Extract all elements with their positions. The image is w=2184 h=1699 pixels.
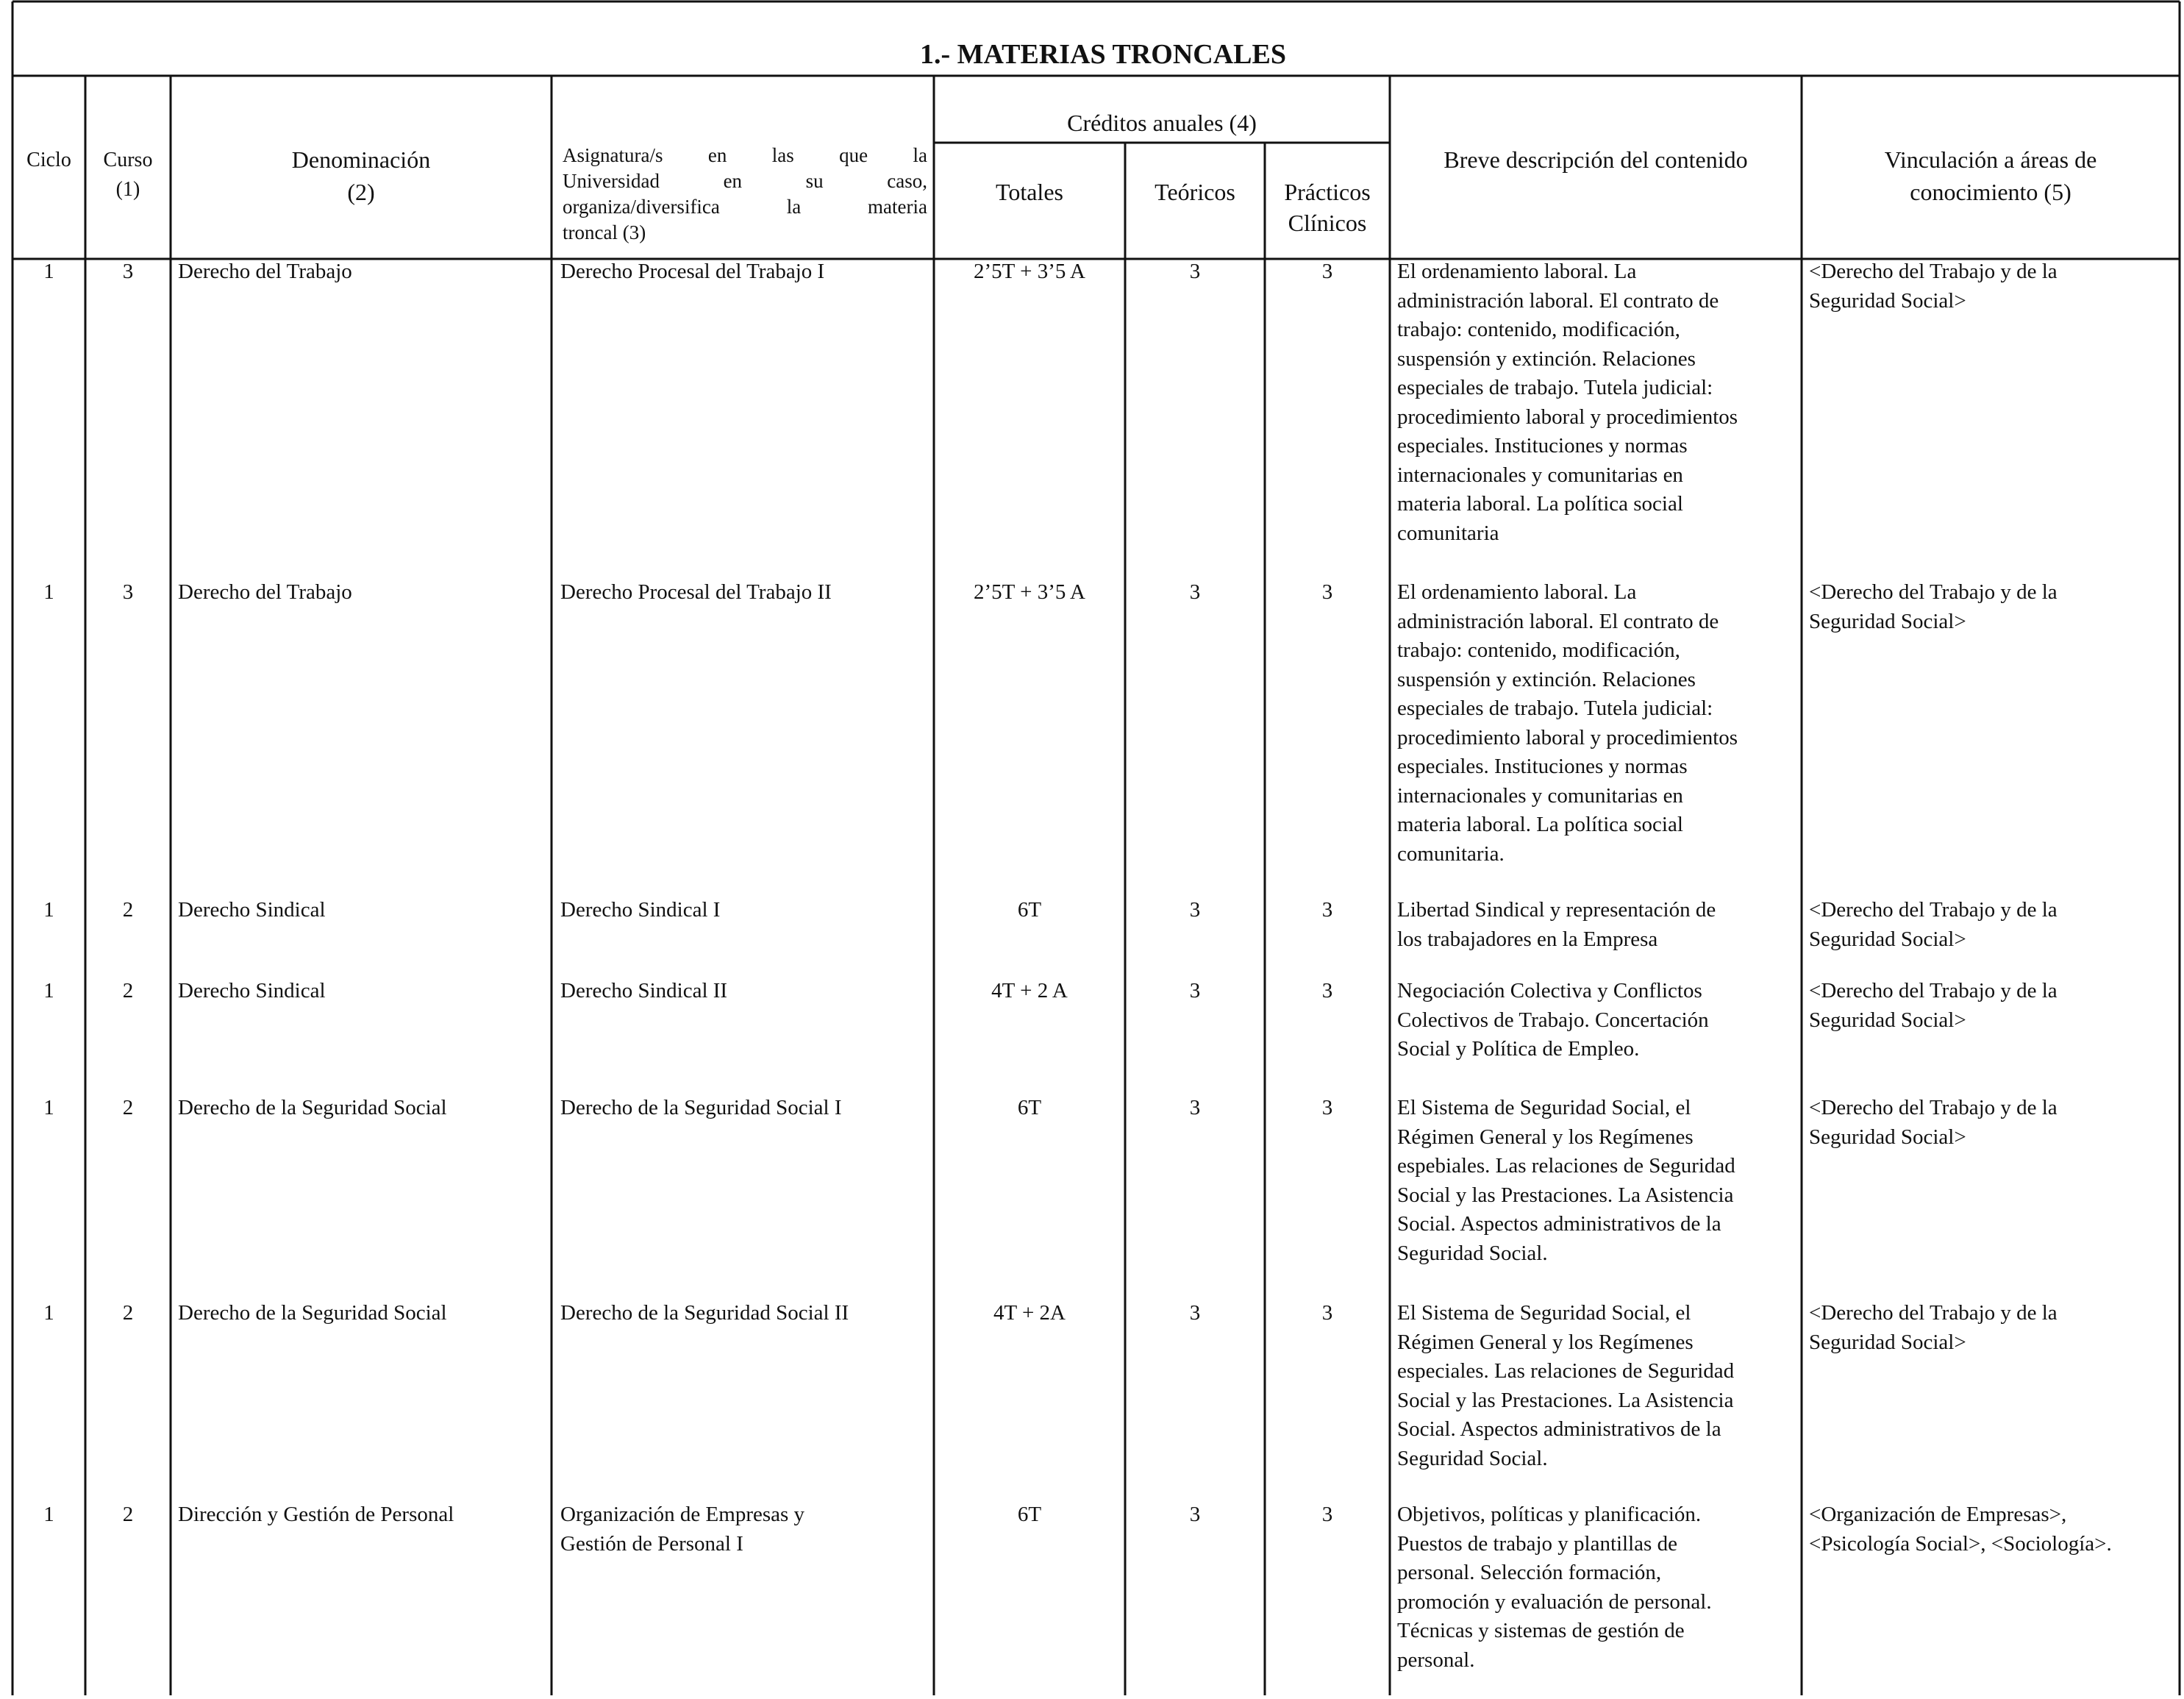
header-denominacion: Denominación [291,146,431,173]
cell-descripcion-line: administración laboral. El contrato de [1397,288,1719,313]
header-teoricos: Teóricos [1155,179,1235,205]
cell-descripcion-line: materia laboral. La política social [1397,813,1683,836]
cell-creditos-practicos: 3 [1321,580,1333,604]
cell-creditos-totales: 2’5T + 3’5 A [974,260,1085,283]
cell-curso: 2 [122,1301,134,1325]
cell-asignatura-line: Organización de Empresas y [560,1503,805,1526]
cell-descripcion-line: especiales de trabajo. Tutela judicial: [1397,376,1713,399]
cell-curso: 2 [122,979,134,1002]
header-totales: Totales [996,179,1063,205]
cell-descripcion-line: El Sistema de Seguridad Social, el [1397,1096,1691,1119]
header-vinculacion-note: conocimiento (5) [1910,179,2071,205]
header-ciclo: Ciclo [26,149,71,171]
cell-descripcion-line: Seguridad Social. [1397,1446,1548,1470]
cell-descripcion-line: Régimen General y los Regímenes [1397,1330,1694,1354]
cell-descripcion-line: Social y Política de Empleo. [1397,1037,1640,1061]
header-creditos-anuales: Créditos anuales (4) [1067,110,1257,136]
cell-creditos-totales: 2’5T + 3’5 A [974,580,1085,604]
cell-ciclo: 1 [43,1503,54,1526]
cell-vinculacion-line: <Derecho del Trabajo y de la [1809,898,2058,922]
cell-creditos-totales: 6T [1017,1503,1042,1526]
cell-descripcion-line: El Sistema de Seguridad Social, el [1397,1301,1691,1325]
cell-denominacion: Derecho de la Seguridad Social [178,1096,447,1119]
cell-descripcion-line: suspensión y extinción. Relaciones [1397,667,1696,691]
cell-creditos-practicos: 3 [1321,1096,1333,1119]
cell-vinculacion-line: Seguridad Social> [1809,609,1966,633]
cell-ciclo: 1 [43,898,54,922]
cell-creditos-practicos: 3 [1321,979,1333,1002]
cell-descripcion-line: trabajo: contenido, modificación, [1397,638,1680,662]
cell-vinculacion-line: <Derecho del Trabajo y de la [1809,979,2058,1002]
cell-creditos-teoricos: 3 [1189,1503,1201,1526]
cell-descripcion-line: trabajo: contenido, modificación, [1397,318,1680,341]
cell-vinculacion-line: Seguridad Social> [1809,288,1966,313]
cell-ciclo: 1 [43,260,54,283]
cell-descripcion-line: especiales. Las relaciones de Seguridad [1397,1359,1735,1383]
cell-creditos-totales: 4T + 2A [993,1301,1066,1325]
cell-creditos-totales: 6T [1017,898,1042,922]
cell-descripcion-line: los trabajadores en la Empresa [1397,927,1658,951]
cell-descripcion-line: suspensión y extinción. Relaciones [1397,346,1696,371]
cell-asignatura-line: Derecho de la Seguridad Social I [560,1096,842,1119]
cell-vinculacion-line: <Derecho del Trabajo y de la [1809,580,2058,604]
cell-vinculacion-line: <Psicología Social>, <Sociología>. [1809,1531,2112,1556]
cell-descripcion-line: internacionales y comunitarias en [1397,783,1683,808]
header-asignatura-line: Asignatura/s en las que la [563,144,927,166]
cell-curso: 3 [122,580,134,604]
cell-asignatura-line: Derecho Procesal del Trabajo I [560,260,825,283]
header-clinicos: Clínicos [1288,210,1367,236]
cell-creditos-teoricos: 3 [1189,1301,1201,1325]
header-asignatura-line: Universidad en su caso, [563,170,927,192]
cell-ciclo: 1 [43,580,54,604]
cell-vinculacion-line: <Organización de Empresas>, [1809,1503,2067,1526]
cell-descripcion-line: procedimiento laboral y procedimientos [1397,405,1738,429]
header-descripcion: Breve descripción del contenido [1443,146,1748,173]
header-asignatura-line: organiza/diversifica la materia [563,196,927,218]
header-curso-note: (1) [115,178,140,201]
cell-descripcion-line: internacionales y comunitarias en [1397,463,1683,487]
cell-asignatura-line: Derecho de la Seguridad Social II [560,1301,849,1325]
cell-denominacion: Derecho Sindical [178,979,326,1002]
cell-descripcion-line: Social. Aspectos administrativos de la [1397,1212,1721,1236]
header-practicos: Prácticos [1284,179,1371,205]
cell-descripcion-line: materia laboral. La política social [1397,492,1683,516]
header-vinculacion: Vinculación a áreas de [1884,146,2097,173]
cell-asignatura-line: Derecho Procesal del Trabajo II [560,580,832,604]
cell-creditos-teoricos: 3 [1189,260,1201,283]
cell-creditos-totales: 4T + 2 A [991,979,1068,1002]
cell-descripcion-line: espebiales. Las relaciones de Seguridad [1397,1154,1735,1178]
cell-descripcion-line: Libertad Sindical y representación de [1397,898,1716,922]
cell-descripcion-line: El ordenamiento laboral. La [1397,260,1637,283]
cell-asignatura-line: Gestión de Personal I [560,1531,743,1556]
cell-descripcion-line: Seguridad Social. [1397,1241,1548,1265]
cell-descripcion-line: especiales. Instituciones y normas [1397,434,1688,457]
cell-descripcion-line: especiales. Instituciones y normas [1397,755,1688,778]
cell-creditos-practicos: 3 [1321,1503,1333,1526]
cell-vinculacion-line: Seguridad Social> [1809,1330,1966,1354]
cell-descripcion-line: Social y las Prestaciones. La Asistencia [1397,1183,1734,1207]
cell-vinculacion-line: Seguridad Social> [1809,1008,1966,1032]
header-denominacion-note: (2) [347,179,375,205]
cell-curso: 3 [122,260,134,283]
header-asignatura [563,143,927,246]
cell-creditos-teoricos: 3 [1189,898,1201,922]
cell-descripcion-line: comunitaria [1397,521,1499,545]
cell-denominacion: Derecho de la Seguridad Social [178,1301,447,1325]
cell-denominacion: Dirección y Gestión de Personal [178,1503,454,1526]
cell-creditos-teoricos: 3 [1189,1096,1201,1119]
cell-creditos-practicos: 3 [1321,898,1333,922]
cell-creditos-practicos: 3 [1321,260,1333,283]
cell-denominacion: Derecho del Trabajo [178,580,352,604]
page-title: 1.- MATERIAS TRONCALES [920,39,1286,70]
cell-curso: 2 [122,898,134,922]
cell-descripcion-line: El ordenamiento laboral. La [1397,580,1637,604]
cell-descripcion-line: personal. Selección formación, [1397,1561,1662,1584]
cell-asignatura-line: Derecho Sindical I [560,898,721,922]
cell-denominacion: Derecho Sindical [178,898,326,922]
cell-vinculacion-line: Seguridad Social> [1809,927,1966,951]
cell-descripcion-line: administración laboral. El contrato de [1397,609,1719,633]
cell-descripcion-line: promoción y evaluación de personal. [1397,1589,1712,1614]
cell-descripcion-line: Puestos de trabajo y plantillas de [1397,1531,1677,1556]
cell-ciclo: 1 [43,1096,54,1119]
cell-creditos-totales: 6T [1017,1096,1042,1119]
cell-vinculacion-line: <Derecho del Trabajo y de la [1809,1096,2058,1119]
cell-curso: 2 [122,1503,134,1526]
cell-curso: 2 [122,1096,134,1119]
cell-descripcion-line: Social. Aspectos administrativos de la [1397,1417,1721,1441]
cell-vinculacion-line: Seguridad Social> [1809,1125,1966,1149]
cell-descripcion-line: personal. [1397,1648,1475,1672]
cell-descripcion-line: Colectivos de Trabajo. Concertación [1397,1008,1709,1032]
cell-descripcion-line: Régimen General y los Regímenes [1397,1125,1694,1149]
cell-creditos-practicos: 3 [1321,1301,1333,1325]
header-asignatura-line: troncal (3) [563,221,646,243]
cell-descripcion-line: procedimiento laboral y procedimientos [1397,725,1738,749]
header-curso: Curso [103,149,153,171]
cell-vinculacion-line: <Derecho del Trabajo y de la [1809,260,2058,283]
cell-descripcion-line: Objetivos, políticas y planificación. [1397,1503,1702,1526]
cell-vinculacion-line: <Derecho del Trabajo y de la [1809,1301,2058,1325]
cell-descripcion-line: Negociación Colectiva y Conflictos [1397,979,1702,1002]
cell-denominacion: Derecho del Trabajo [178,260,352,283]
cell-creditos-teoricos: 3 [1189,580,1201,604]
cell-creditos-teoricos: 3 [1189,979,1201,1002]
cell-ciclo: 1 [43,1301,54,1325]
cell-descripcion-line: Técnicas y sistemas de gestión de [1397,1619,1685,1642]
cell-ciclo: 1 [43,979,54,1002]
cell-descripcion-line: especiales de trabajo. Tutela judicial: [1397,697,1713,720]
cell-asignatura-line: Derecho Sindical II [560,979,728,1002]
cell-descripcion-line: comunitaria. [1397,841,1505,866]
cell-descripcion-line: Social y las Prestaciones. La Asistencia [1397,1388,1734,1412]
